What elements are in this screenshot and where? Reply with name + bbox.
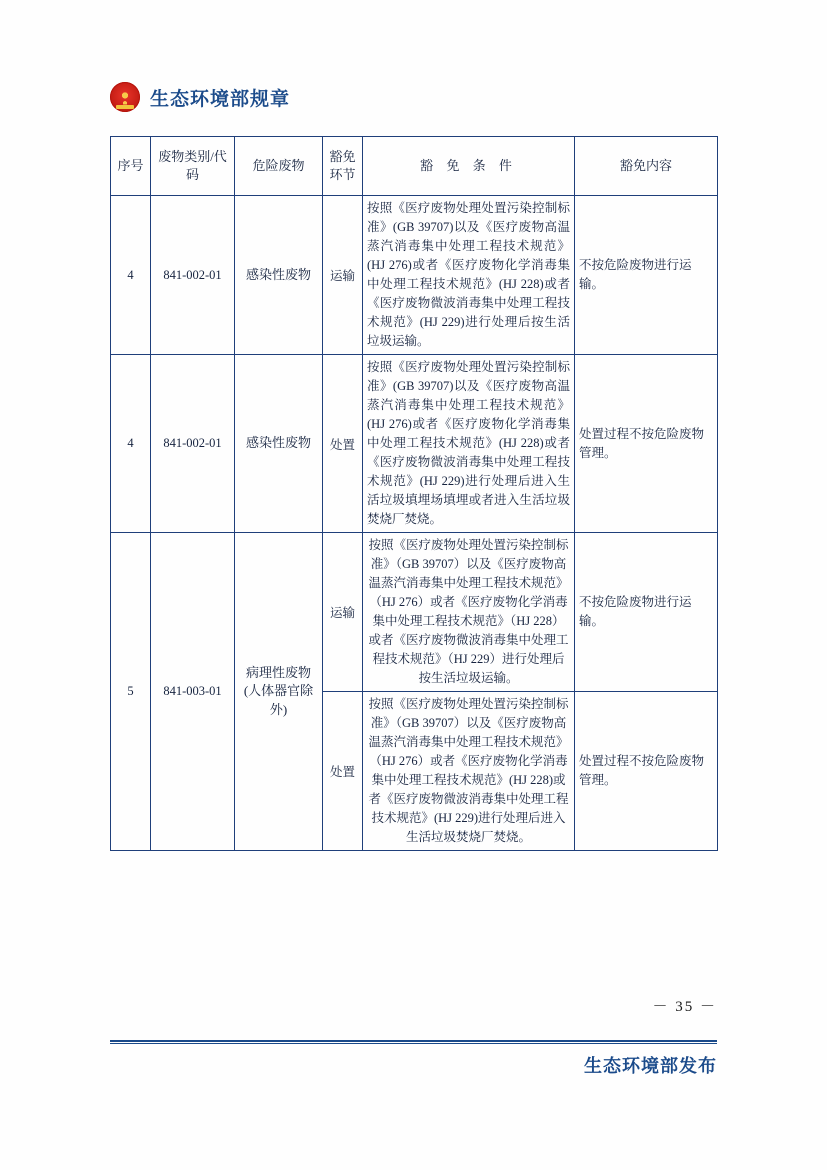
cell-code: 841-003-01 xyxy=(151,533,235,851)
cell-condition: 按照《医疗废物处理处置污染控制标准》(GB 39707)以及《医疗废物高温蒸汽消毒集中处理工程技术规范》(HJ 276)或者《医疗废物化学消毒集中处理工程技术规范》(HJ 228)或者《医疗废物微波消毒集中处理工程技术规范》(HJ 229)进行处理后进入生活垃圾填埋场填埋或者进入生活垃圾焚烧厂焚烧。 xyxy=(363,355,575,533)
cell-content: 处置过程不按危险废物管理。 xyxy=(575,692,718,851)
cell-code: 841-002-01 xyxy=(151,355,235,533)
cell-condition: 按照《医疗废物处理处置污染控制标准》(GB 39707)以及《医疗废物高温蒸汽消毒集中处理工程技术规范》(HJ 276)或者《医疗废物化学消毒集中处理工程技术规范》(HJ 228)或者《医疗废物微波消毒集中处理工程技术规范》(HJ 229)进行处理后按生活垃圾运输。 xyxy=(363,196,575,355)
cell-condition: 按照《医疗废物处理处置污染控制标准》（GB 39707）以及《医疗废物高温蒸汽消毒集中处理工程技术规范》（HJ 276）或者《医疗废物化学消毒集中处理工程技术规范》(HJ 228)或者《医疗废物微波消毒集中处理工程技术规范》(HJ 229)进行处理后进入生活垃圾焚烧厂焚烧。 xyxy=(363,692,575,851)
footer-divider xyxy=(110,1040,717,1042)
cell-no: 4 xyxy=(111,355,151,533)
cell-content: 不按危险废物进行运输。 xyxy=(575,196,718,355)
column-header-condition: 豁 免 条 件 xyxy=(363,137,575,196)
cell-condition: 按照《医疗废物处理处置污染控制标准》（GB 39707）以及《医疗废物高温蒸汽消毒集中处理工程技术规范》（HJ 276）或者《医疗废物化学消毒集中处理工程技术规范》（HJ 228）或者《医疗废物微波消毒集中处理工程技术规范》（HJ 229）进行处理后按生活垃圾运输。 xyxy=(363,533,575,692)
cell-waste: 感染性废物 xyxy=(235,196,323,355)
document-header xyxy=(110,82,290,112)
table-row xyxy=(111,196,718,355)
page-number: － 35 － xyxy=(652,999,717,1015)
table-header-row xyxy=(111,137,718,196)
cell-content: 不按危险废物进行运输。 xyxy=(575,533,718,692)
cell-content: 处置过程不按危险废物管理。 xyxy=(575,355,718,533)
table-row xyxy=(111,533,718,692)
table-row xyxy=(111,355,718,533)
cell-no: 4 xyxy=(111,196,151,355)
cell-code: 841-002-01 xyxy=(151,196,235,355)
column-header-content: 豁免内容 xyxy=(575,137,718,196)
column-header-link: 豁免环节 xyxy=(323,137,363,196)
cell-link: 运输 xyxy=(323,533,363,692)
national-emblem-icon xyxy=(110,82,140,112)
hazardous-waste-exemption-table xyxy=(110,136,717,851)
footer-publisher: 生态环境部发布 xyxy=(584,1056,717,1076)
column-header-no: 序号 xyxy=(111,137,151,196)
column-header-waste: 危险废物 xyxy=(235,137,323,196)
cell-link: 处置 xyxy=(323,692,363,851)
column-header-code: 废物类别/代码 xyxy=(151,137,235,196)
cell-link: 处置 xyxy=(323,355,363,533)
cell-no: 5 xyxy=(111,533,151,851)
header-title: 生态环境部规章 xyxy=(150,88,291,110)
cell-link: 运输 xyxy=(323,196,363,355)
cell-waste: 病理性废物(人体器官除外) xyxy=(235,533,323,851)
cell-waste: 感染性废物 xyxy=(235,355,323,533)
